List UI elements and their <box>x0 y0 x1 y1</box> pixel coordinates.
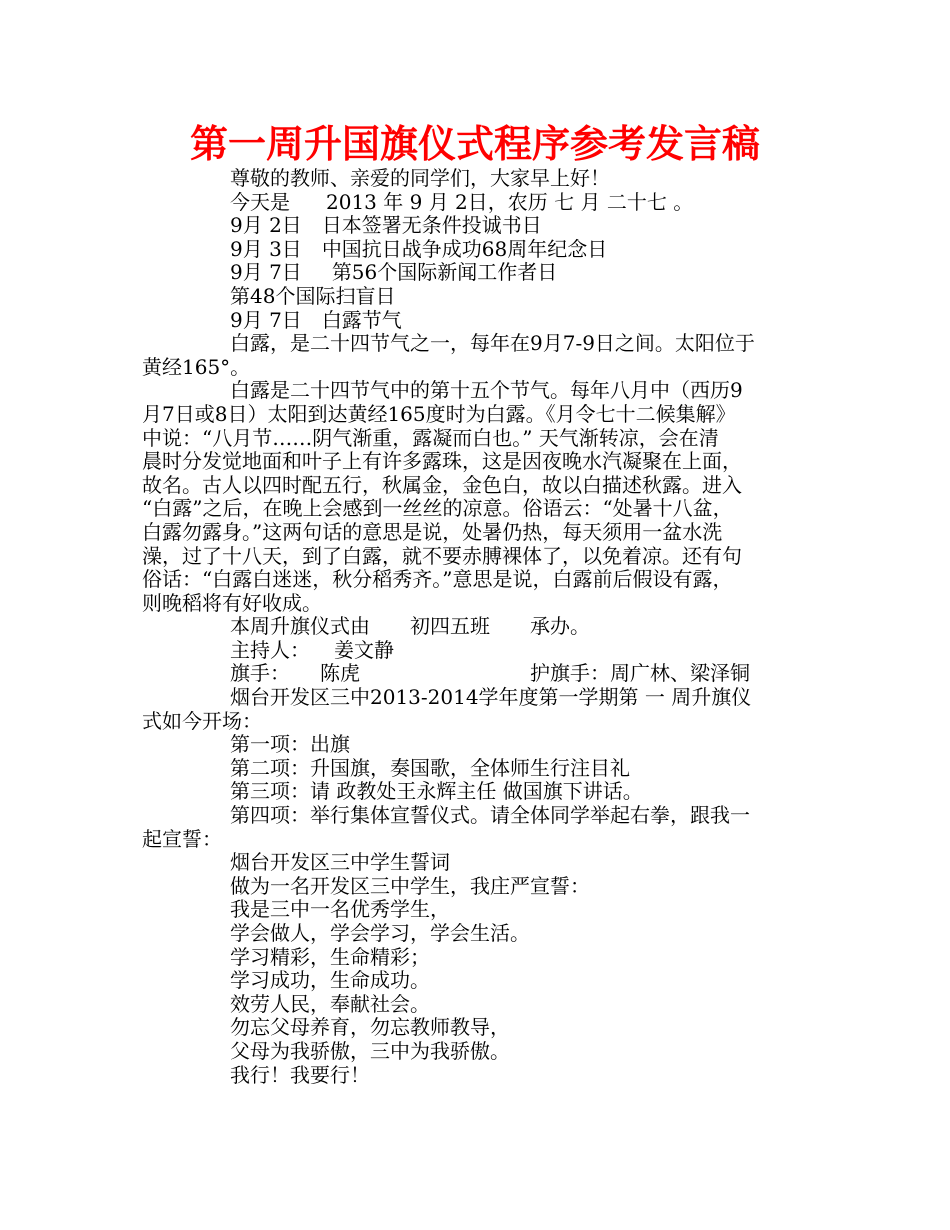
flag-bearer-name: 陈虎 <box>320 661 360 686</box>
program-item: 第二项：升国旗，奏国歌，全体师生行注目礼 <box>230 755 630 780</box>
paragraph-line: 白露是二十四节气中的第十五个节气。每年八月中（西历9 <box>230 378 743 403</box>
paragraph-line: 中说：“八月节……阴气渐重，露凝而白也。” 天气渐转凉，会在清 <box>142 425 719 450</box>
host-class-suffix: 承办。 <box>530 614 590 639</box>
host-line <box>142 639 817 663</box>
today-date: 2013 年 9 月 2日，农历 七 月 二十七 。 <box>326 189 694 214</box>
literacy-day: 第48个国际扫盲日 <box>230 283 396 308</box>
host-class-name: 初四五班 <box>410 614 490 639</box>
paragraph-line: 白露，是二十四节气之一，每年在9月7-9日之间。太阳位于 <box>230 331 755 356</box>
oath-line: 我行！我要行！ <box>230 1062 370 1087</box>
paragraph-line: 式如今开场： <box>142 708 262 733</box>
oath-line: 做为一名开发区三中学生，我庄严宣誓： <box>230 873 590 898</box>
paragraph-line: 晨时分发觉地面和叶子上有许多露珠，这是因夜晚水汽凝聚在上面， <box>142 449 742 474</box>
paragraph-line: 烟台开发区三中2013-2014学年度第一学期第 一 周升旗仪 <box>230 685 752 710</box>
document-title: 第一周升国旗仪式程序参考发言稿 <box>189 122 760 166</box>
paragraph-line: 俗话：“白露白迷迷，秋分稻秀齐。”意思是说，白露前后假设有露， <box>142 567 733 592</box>
oath-line: 学会做人，学会学习，学会生活。 <box>230 921 530 945</box>
document-body <box>142 167 817 1087</box>
program-item: 第四项：举行集体宣誓仪式。请全体同学举起右拳，跟我一 <box>230 803 750 828</box>
flag-guards-names: 周广林、梁泽铜 <box>610 661 750 686</box>
oath-line: 学习精彩，生命精彩； <box>230 944 430 969</box>
paragraph-line: 月7日或8日）太阳到达黄经165度时为白露。《月令七十二候集解》 <box>142 401 736 426</box>
solar-term-line <box>142 309 817 333</box>
event-line <box>142 261 817 285</box>
oath-line: 我是三中一名优秀学生， <box>230 897 450 922</box>
paragraph-line: 则晚稻将有好收成。 <box>142 590 322 615</box>
oath-line: 学习成功，生命成功。 <box>230 968 430 993</box>
today-prefix: 今天是 <box>230 189 290 214</box>
paragraph-line: 白露勿露身。”这两句话的意思是说，处暑仍热，每天须用一盆水洗 <box>142 519 723 544</box>
host-class-line <box>142 615 817 639</box>
solar-term-name: 白露节气 <box>321 307 402 332</box>
greeting: 尊敬的教师、亲爱的同学们，大家早上好！ <box>230 166 610 190</box>
solar-term-date: 9月 7日 <box>230 307 302 332</box>
paragraph-line: 故名。古人以四时配五行，秋属金，金色白，故以白描述秋露。进入 <box>142 472 742 497</box>
oath-line: 效劳人民，奉献社会。 <box>230 991 430 1016</box>
oath-line: 烟台开发区三中学生誓词 <box>230 850 450 875</box>
program-item: 第三项：请 政教处王永辉主任 做国旗下讲话。 <box>230 779 643 804</box>
event-date: 9月 3日 <box>230 236 302 261</box>
paragraph-line: 黄经165°。 <box>142 354 251 379</box>
flag-guards-label: 护旗手： <box>530 661 610 686</box>
event-date: 9月 2日 <box>230 213 302 238</box>
today-line <box>142 191 817 215</box>
paragraph-line: “白露”之后，在晚上会感到一丝丝的凉意。俗语云：“处暑十八盆， <box>142 496 733 521</box>
event-line <box>142 214 817 238</box>
flag-bearer-label: 旗手： <box>230 661 290 686</box>
event-name: 日本签署无条件投诚书日 <box>321 213 542 238</box>
paragraph-line: 起宣誓： <box>142 826 222 851</box>
event-name: 中国抗日战争成功68周年纪念日 <box>321 236 608 261</box>
event-line <box>142 238 817 262</box>
host-label: 主持人： <box>230 637 310 662</box>
oath-line: 勿忘父母养育，勿忘教师教导， <box>230 1015 510 1040</box>
host-class-prefix: 本周升旗仪式由 <box>230 614 370 639</box>
flag-line <box>142 662 817 686</box>
oath-line: 父母为我骄傲，三中为我骄傲。 <box>230 1038 510 1063</box>
host-name: 姜文静 <box>334 637 394 662</box>
event-date: 9月 7日 <box>230 260 302 285</box>
paragraph-line: 澡，过了十八天，到了白露，就不要赤膊裸体了，以免着凉。还有句 <box>142 543 742 568</box>
event-name: 第56个国际新闻工作者日 <box>331 260 558 285</box>
program-item: 第一项：出旗 <box>230 732 350 757</box>
